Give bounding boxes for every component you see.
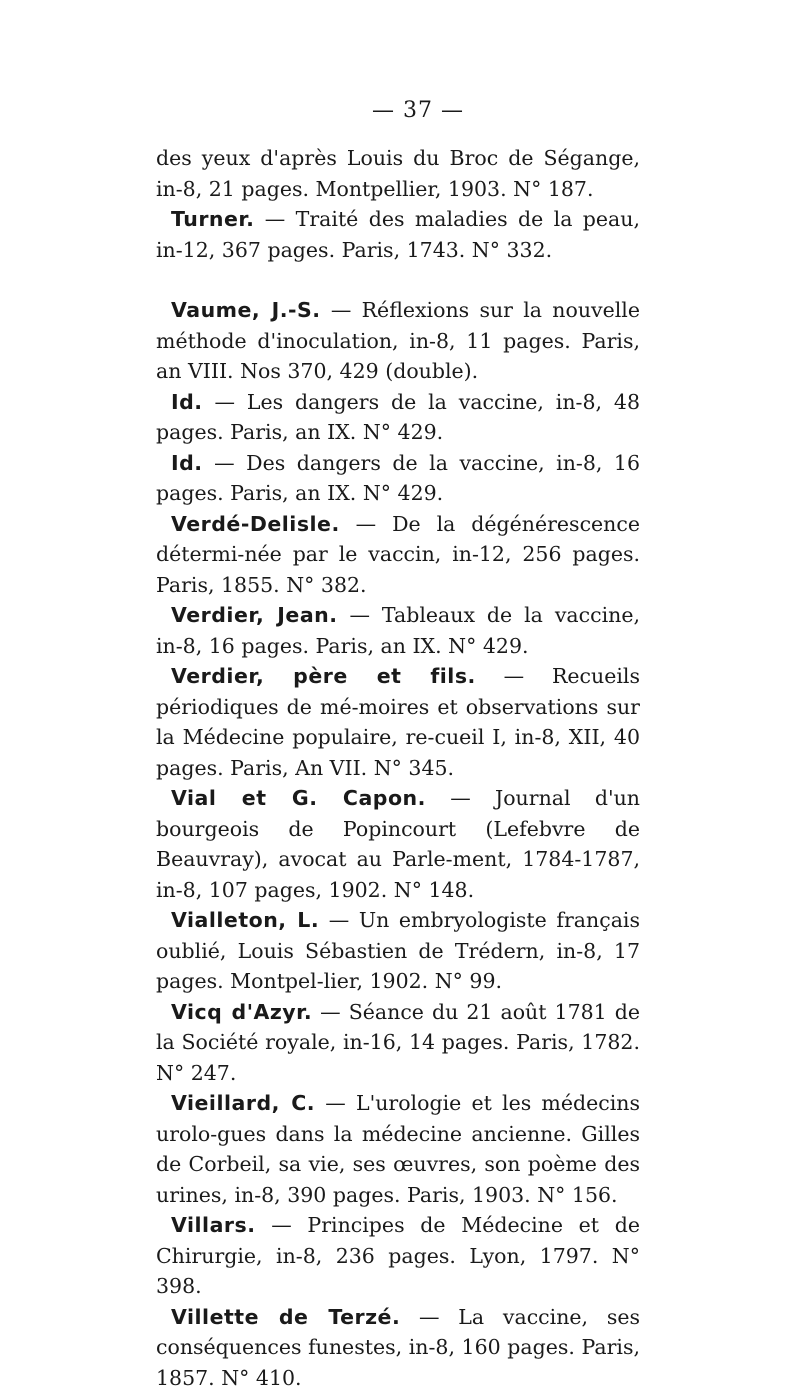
entry-text: — Séance du 21 août 1781 de la Société royale, in-16, 14 pages. Paris, 1782. N° 247. [156,1000,640,1085]
entry-author: Vialleton, L. [171,908,319,932]
entry-text: — Journal d'un bourgeois de Popincourt (Lefebvre de Beauvray), avocat au Parle-ment, 1784-1787, in-8, 107 pages, 1902. N° 148. [156,786,640,902]
entry-author: Villars. [171,1213,256,1237]
entry-author: Verdé-Delisle. [171,512,340,536]
entry-author: Verdier, père et fils. [171,664,476,688]
entry-text: — L'urologie et les médecins urolo-gues dans la médecine ancienne. Gilles de Corbeil, sa vie, ses œuvres, son poème des urines, in-8, 390 pages. Paris, 1903. N° 156. [156,1091,640,1207]
bibliography-entry [156,295,640,387]
entry-author: Id. [171,390,203,414]
entry-text: — De la dégénérescence détermi-née par le vaccin, in-12, 256 pages. Paris, 1855. N° 382. [156,512,640,597]
bibliography-entry [156,448,640,509]
entry-author: Vieillard, C. [171,1091,315,1115]
bibliography-entry [156,509,640,601]
entry-author: Vicq d'Azyr. [171,1000,312,1024]
entry-author: Villette de Terzé. [171,1305,400,1329]
bibliography-entry [156,1088,640,1210]
entry-text: — Tableaux de la vaccine, in-8, 16 pages. Paris, an IX. N° 429. [156,603,640,658]
entry-author: Verdier, Jean. [171,603,338,627]
bibliography-entry [156,204,640,265]
entry-text: — Réflexions sur la nouvelle méthode d'inoculation, in-8, 11 pages. Paris, an VIII. Nos 370, 429 (double). [156,298,640,383]
entry-author: Vial et G. Capon. [171,786,426,810]
bibliography-entry [156,1210,640,1302]
bibliography-entry [156,387,640,448]
entry-continuation [156,143,640,204]
entry-author: Turner. [171,207,254,231]
entry-text: des yeux d'après Louis du Broc de Ségange, in-8, 21 pages. Montpellier, 1903. N° 187. [156,146,640,201]
bibliography-entry [156,905,640,997]
entry-text: — Les dangers de la vaccine, in-8, 48 pages. Paris, an IX. N° 429. [156,390,640,445]
bibliography-entry [156,997,640,1089]
entry-author: Vaume, J.-S. [171,298,321,322]
entry-author: Id. [171,451,203,475]
entry-text: — Principes de Médecine et de Chirurgie, in-8, 236 pages. Lyon, 1797. N° 398. [156,1213,640,1298]
entry-text: — Recueils périodiques de mé-moires et observations sur la Médecine populaire, re-cueil I, in-8, XII, 40 pages. Paris, An VII. N° 345. [156,664,640,780]
bibliography-entry [156,661,640,783]
page-number: — 37 — [196,98,640,123]
entry-text: — La vaccine, ses conséquences funestes, in-8, 160 pages. Paris, 1857. N° 410. [156,1305,640,1390]
bibliography-entry [156,600,640,661]
entry-text: — Traité des maladies de la peau, in-12, 367 pages. Paris, 1743. N° 332. [156,207,640,262]
bibliography-entry [156,1302,640,1393]
bibliography-entry [156,783,640,905]
entry-text: — Des dangers de la vaccine, in-8, 16 pages. Paris, an IX. N° 429. [156,451,640,506]
entry-text: — Un embryologiste français oublié, Louis Sébastien de Trédern, in-8, 17 pages. Montpel-lier, 1902. N° 99. [156,908,640,993]
